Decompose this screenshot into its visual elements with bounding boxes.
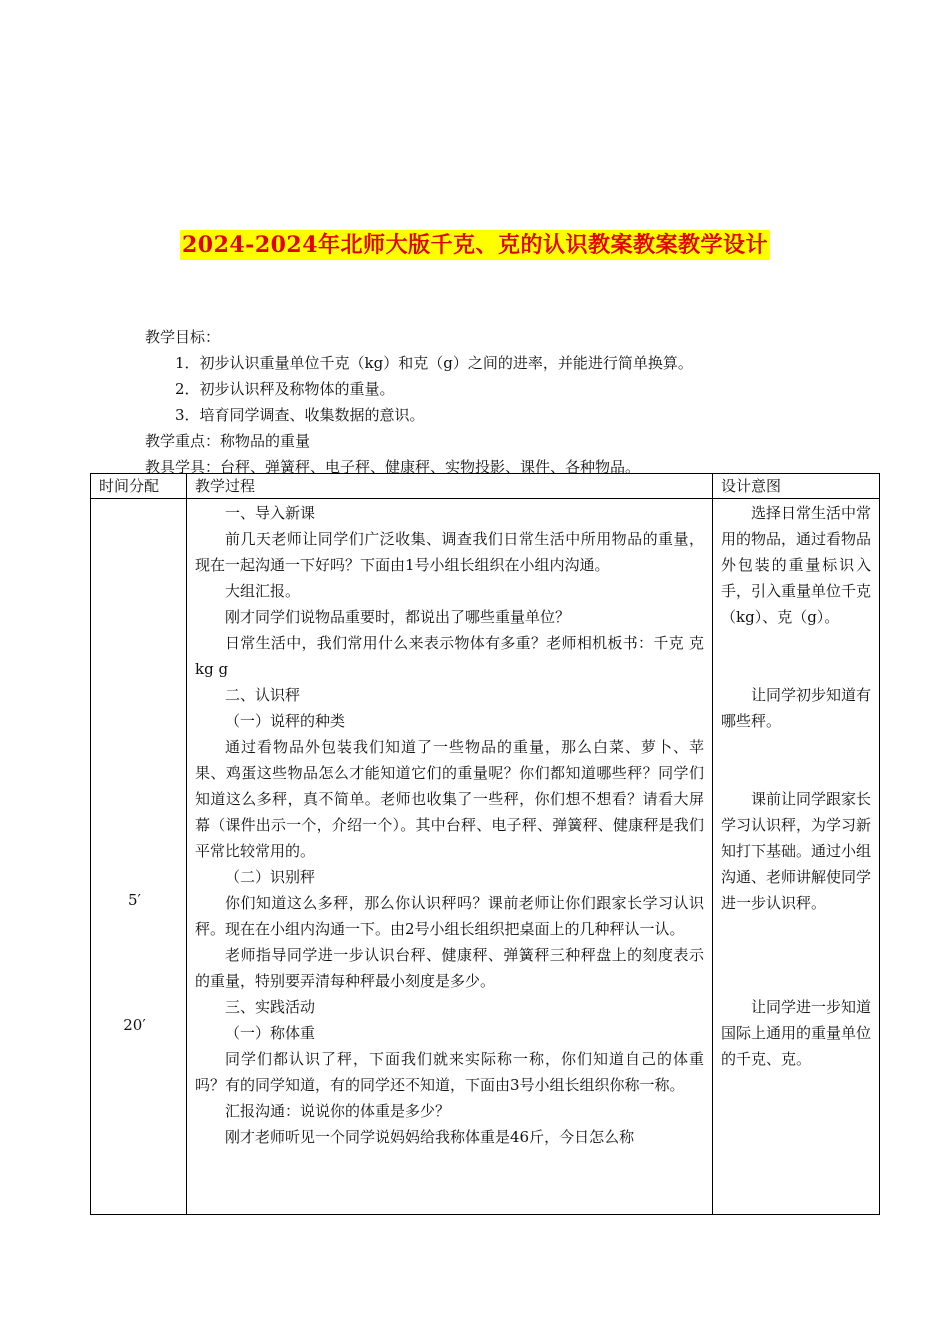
process-heading: 一、导入新课 [225, 504, 316, 522]
teaching-tools: 教具学具：台秤、弹簧秤、电子秤、健康秤、实物投影、课件、各种物品。 [145, 458, 641, 476]
process-subheading: （一）说秤的种类 [225, 712, 346, 730]
objectives-label: 教学目标： [145, 328, 221, 346]
process-subheading: （一）称体重 [225, 1024, 316, 1042]
process-paragraph: 老师指导同学进一步认识台秤、健康秤、弹簧秤三种秤盘上的刻度表示的重量，特别要弄清每种秤最小刻度是多少。 [195, 946, 704, 990]
table-body-row [91, 499, 880, 1215]
process-heading: 二、认识秤 [225, 686, 301, 704]
process-heading: 三、实践活动 [225, 998, 316, 1016]
objective-item: 3．培育同学调查、收集数据的意识。 [175, 406, 425, 424]
process-paragraph: 通过看物品外包装我们知道了一些物品的重量，那么白菜、萝卜、苹果、鸡蛋这些物品怎么才能知道它们的重量呢？你们都知道哪些秤？同学们知道这么多秤，真不简单。老师也收集了一些秤，你们想不想看？请看大屏幕（课件出示一个，介绍一个）。其中台秤、电子秤、弹簧秤、健康秤是我们平常比较常用的。 [195, 738, 704, 860]
process-paragraph: 大组汇报。 [225, 582, 301, 600]
intent-paragraph: 选择日常生活中常用的物品，通过看物品外包装的重量标识入手，引入重量单位千克（kg）、克（g）。 [721, 504, 872, 626]
intent-cell [713, 499, 880, 1215]
process-subheading: （二）识别秤 [225, 868, 316, 886]
header-time: 时间分配 [91, 474, 187, 499]
header-process: 教学过程 [187, 474, 713, 499]
process-paragraph: 你们知道这么多秤，那么你认识秤吗？课前老师让你们跟家长学习认识秤。现在在小组内沟通一下。由2号小组长组织把桌面上的几种秤认一认。 [195, 894, 704, 938]
process-cell [187, 499, 713, 1215]
intent-paragraph: 让同学进一步知道国际上通用的重量单位的千克、克。 [721, 998, 872, 1068]
key-point: 教学重点：称物品的重量 [145, 432, 311, 450]
lesson-table [90, 473, 880, 1215]
process-paragraph: 前几天老师让同学们广泛收集、调查我们日常生活中所用物品的重量，现在一起沟通一下好吗？下面由1号小组长组织在小组内沟通。 [195, 530, 704, 574]
header-intent: 设计意图 [713, 474, 880, 499]
process-paragraph: 汇报沟通：说说你的体重是多少？ [225, 1102, 451, 1120]
time-cell [91, 499, 187, 1215]
page-title: 2024-2024年北师大版千克、克的认识教案教案教学设计 [181, 232, 769, 258]
process-paragraph: 同学们都认识了秤，下面我们就来实际称一称，你们知道自己的体重吗？有的同学知道，有的同学还不知道，下面由3号小组长组织你称一称。 [195, 1050, 704, 1094]
intro-section [145, 324, 845, 480]
intent-paragraph: 课前让同学跟家长学习认识秤，为学习新知打下基础。通过小组沟通、老师讲解使同学进一步认识秤。 [721, 790, 872, 912]
table-header-row [91, 474, 880, 499]
process-paragraph: 日常生活中，我们常用什么来表示物体有多重？老师相机板书：千克 克 kg g [195, 634, 704, 678]
intent-paragraph: 让同学初步知道有哪些秤。 [721, 686, 872, 730]
objective-item: 1．初步认识重量单位千克（kg）和克（g）之间的进率，并能进行简单换算。 [175, 354, 693, 372]
title-wrap [0, 230, 950, 260]
objective-item: 2．初步认识秤及称物体的重量。 [175, 380, 395, 398]
process-paragraph: 刚才老师听见一个同学说妈妈给我称体重是46斤，今日怎么称 [225, 1128, 635, 1146]
time-value: 5′ [128, 891, 141, 909]
process-paragraph: 刚才同学们说物品重要时，都说出了哪些重量单位？ [225, 608, 571, 626]
time-value: 20′ [123, 1016, 146, 1034]
